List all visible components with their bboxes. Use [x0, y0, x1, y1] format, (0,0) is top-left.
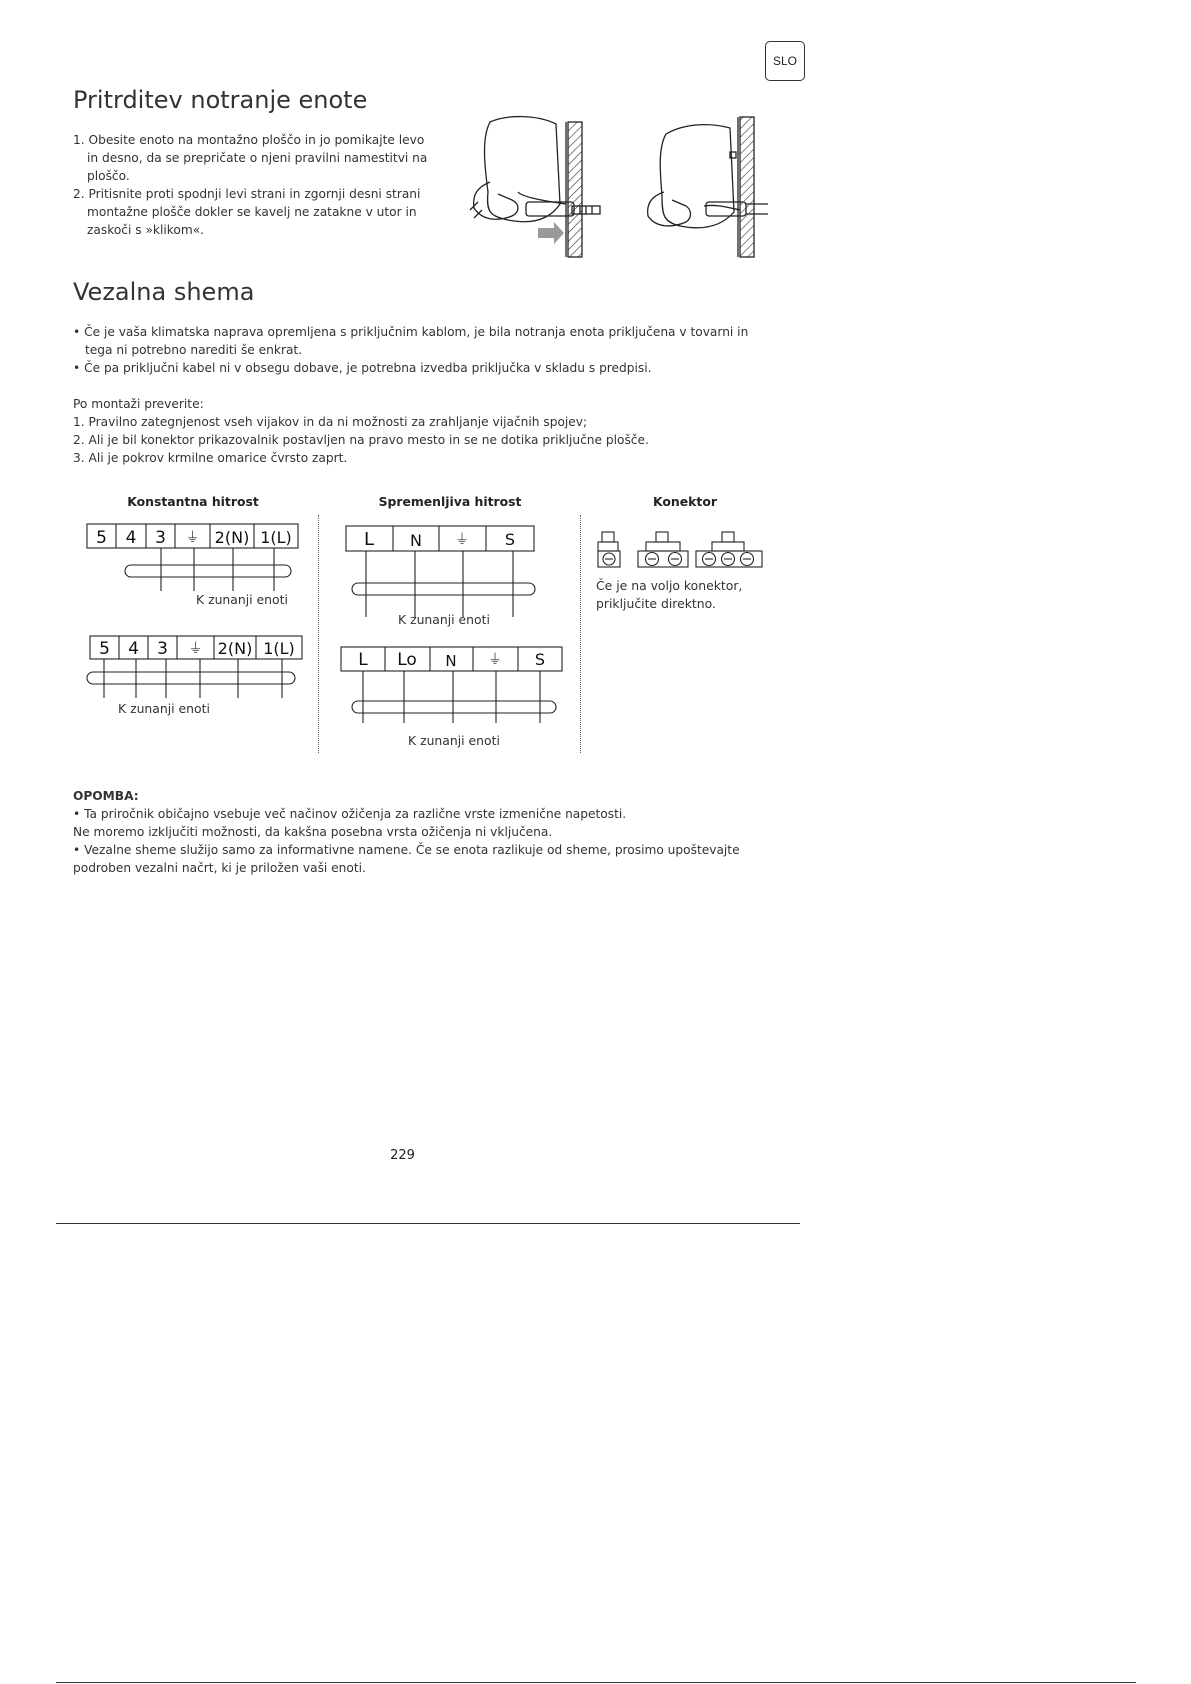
note-line-2: Ne moremo izključiti možnosti, da kakšna posebna vrsta ožičenja ni vključena. — [73, 825, 553, 839]
language-badge: SLO — [765, 41, 805, 81]
check-item-3: 3. Ali je pokrov krmilne omarice čvrsto zaprt. — [73, 451, 348, 465]
outdoor-label-constant-b: K zunanji enoti — [118, 701, 210, 716]
outdoor-label-variable-a: K zunanji enoti — [398, 612, 490, 627]
ground-terminal-label: ⏚ — [185, 530, 200, 546]
variable-speed-title: Spremenljiva hitrost — [378, 494, 522, 509]
terminal-label: 2(N) — [214, 528, 250, 547]
note-line-1: • Ta priročnik običajno vsebuje več načinov ožičenja za različne vrste izmenične napetosti. — [73, 807, 627, 821]
page-number: 229 — [390, 1148, 415, 1163]
section-title-mounting: Pritrditev notranje enote — [73, 86, 368, 114]
terminal-label: 1(L) — [260, 528, 292, 547]
terminal-label: 3 — [155, 528, 166, 548]
ground-terminal-label: ⏚ — [188, 641, 203, 657]
section-title-wiring: Vezalna shema — [73, 278, 255, 306]
terminal-label: 2(N) — [217, 639, 253, 658]
left-figure — [470, 117, 600, 257]
outdoor-label-constant-a: K zunanji enoti — [196, 592, 288, 607]
terminal-label: 4 — [128, 639, 139, 659]
connector-note: Če je na voljo konektor, priključite direktno. — [596, 578, 743, 611]
terminal-label: 3 — [157, 639, 168, 659]
terminal-label: L — [358, 650, 368, 670]
terminal-label: S — [534, 650, 546, 669]
connector-title: Konektor — [653, 494, 717, 509]
outdoor-label-variable-b: K zunanji enoti — [408, 733, 500, 748]
mounting-steps — [73, 131, 433, 239]
mounting-step-1: 1. Obesite enoto na montažno ploščo in jo pomikajte levo in desno, da se prepričate o njeni pravilni namestitvi na ploščo. — [73, 133, 428, 183]
terminal-label: 4 — [125, 528, 137, 548]
connector-icons — [596, 531, 766, 569]
wiring-bullet-1: • Če je vaša klimatska naprava opremljena s priključnim kablom, je bila notranja enota priključena v tovarni in tega ni potrebno narediti še enkrat. — [73, 325, 749, 357]
terminal-label: 1(L) — [263, 639, 295, 658]
ground-terminal-label: ⏚ — [488, 652, 502, 668]
check-item-2: 2. Ali je bil konektor prikazovalnik postavljen na pravo mesto in se ne dotika priključne plošče. — [73, 433, 649, 447]
terminal-label: L — [363, 529, 375, 550]
checks-title: Po montaži preverite: — [73, 397, 204, 411]
terminal-label: Lo — [397, 650, 417, 670]
connector-double-icon — [638, 532, 688, 567]
column-divider-1 — [318, 515, 319, 753]
terminal-label: 5 — [96, 528, 107, 548]
terminal-label: N — [410, 531, 422, 550]
constant-speed-title: Konstantna hitrost — [127, 494, 259, 509]
ground-terminal-label: ⏚ — [455, 532, 469, 548]
variable-speed-diagram-a — [345, 525, 539, 621]
note-line-3: • Vezalne sheme služijo samo za informativne namene. Če se enota razlikuje od sheme, prosimo upoštevajte podroben vezalni načrt, ki je priložen vaši enoti. — [73, 843, 740, 875]
note-title: OPOMBA: — [73, 789, 139, 803]
mounting-step-2: 2. Pritisnite proti spodnji levi strani in zgornji desni strani montažne plošče dokler se kavelj ne zatakne v utor in zaskoči s »klikom«. — [73, 187, 421, 237]
variable-speed-diagram-b — [340, 646, 564, 726]
terminal-label: N — [445, 652, 457, 670]
right-figure — [648, 117, 768, 257]
mounting-illustration — [468, 112, 770, 262]
wiring-bullets — [73, 323, 773, 377]
wiring-bullet-2: • Če pa priključni kabel ni v obsegu dobave, je potrebna izvedba priključka v skladu s predpisi. — [73, 361, 652, 375]
connector-single-icon — [598, 532, 620, 567]
constant-speed-diagram-b — [86, 635, 304, 701]
check-item-1: 1. Pravilno zategnjenost vseh vijakov in da ni možnosti za zrahljanje vijačnih spojev; — [73, 415, 588, 429]
column-divider-2 — [580, 515, 581, 753]
terminal-label: S — [504, 530, 516, 549]
bottom-edge-line — [56, 1682, 1136, 1683]
note-block — [73, 787, 783, 877]
post-install-checks — [73, 395, 773, 467]
constant-speed-diagram-a — [86, 523, 300, 595]
connector-triple-icon — [696, 532, 762, 567]
terminal-label: 5 — [99, 639, 110, 659]
page-divider-line — [56, 1223, 800, 1224]
